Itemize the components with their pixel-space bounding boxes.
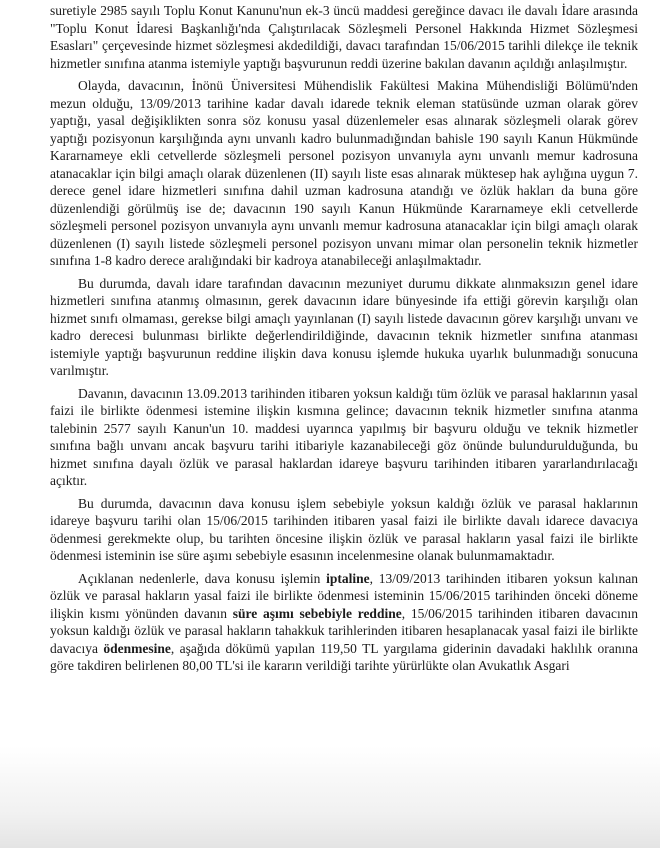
final-text-3: , 15/06/2015 tarihinden itibaren davacının yoksun kaldığı özlük ve parasal hakların tahakkuk tarihlerinden itibaren hesaplanacak yasal faizi ile birlikte davacıya xyxy=(50,605,638,656)
paragraph-final xyxy=(50,570,638,675)
paragraph-5: Bu durumda, davacının dava konusu işlem sebebiyle yoksun kaldığı özlük ve parasal haklarının idareye başvuru tarihi olan 15/06/2015 tarihinden itibaren yasal faizi ile birlikte davalı idarece davacıya ödenmesi gerekmekte olup, bu tarihten öncesine ilişkin özlük ve parasal hakların yasal faizi ile birlikte ödenmesi isteminin ise süre aşımı sebebiyle esasının incelenmesine olanak bulunmamaktadır. xyxy=(50,495,638,563)
final-bold-sure-asimi: süre aşımı sebebiyle reddine xyxy=(232,605,402,621)
paragraph-4: Davanın, davacının 13.09.2013 tarihinden itibaren yoksun kaldığı tüm özlük ve parasal haklarının yasal faizi ile birlikte ödenmesi istemine ilişkin kısmına gelince; davacının teknik hizmetler sınıfına atanma talebinin 2577 sayılı Kanun'un 10. maddesi uyarınca yapılmış bir başvuru olduğu ve teknik hizmetler sınıfına bağlı unvanı ancak başvuru tarihi itibariyle kazanabileceği göz önünde bulundurulduğunda, bu hizmet sınıfına dayalı özlük ve parasal haklardan idareye başvuru tarihinden itibaren yararlandırılacağı açıktır. xyxy=(50,385,638,488)
document-body xyxy=(50,2,638,680)
paragraph-1: suretiyle 2985 sayılı Toplu Konut Kanunu'nun ek-3 üncü maddesi gereğince davacı ile davalı İdare arasında "Toplu Konut İdaresi Başkanlığı'nda Çalıştırılacak Sözleşmeli Personel Hakkında Hizmet Sözleşmesi Esasları" çerçevesinde hizmet sözleşmesi akdedildiği, davacı tarafından 15/06/2015 tarihli dilekçe ile teknik hizmetler sınıfına atanma istemiyle yaptığı başvurunun reddi üzerine bakılan davanın açıldığı anlaşılmıştır. xyxy=(50,3,638,71)
final-bold-odenmesine: ödenmesine xyxy=(103,640,171,656)
final-text-1: Açıklanan nedenlerle, dava konusu işlemin xyxy=(78,570,327,586)
final-text-2: , 13/09/2013 tarihinden itibaren yoksun kalınan özlük ve parasal hakların yasal faizi ile birlikte ödenmesi isteminin 15/06/2015 tarihinden önceki döneme ilişkin kısmı yönünden davanın xyxy=(50,570,638,621)
paragraph-2: Olayda, davacının, İnönü Üniversitesi Mühendislik Fakültesi Makina Mühendisliği Bölümü'nden mezun olduğu, 13/09/2013 tarihine kadar davalı idarede teknik eleman statüsünde uzman olarak görev yaptığı, yasal değişiklikten sonra söz konusu yasal düzenlemeler esas alınarak sözleşmeli olarak görev yaptığı pozisyonun karşılığında aynı unvanlı kadro bulunmadığından bahisle 190 sayılı Kanun Hükmünde Kararnameye ekli cetvellerde sözleşmeli personel pozisyon unvanıyla aynı unvanlı memur kadrosuna atanacaklar için bilgi amaçlı olarak düzenlenen (II) sayılı liste esas alınarak müktesep hak aylığına uygun 7. derece genel idare hizmetleri sınıfına dahil uzman kadrosuna atandığı ve özlük hakları da buna göre düzenlendiği görülmüş ise de; davacının 190 sayılı Kanun Hükmünde Kararnameye ekli cetvellerde sözleşmeli personel pozisyon unvanıyla aynı unvanlı memur kadrosuna atanacaklar için bilgi amaçlı olarak düzenlenen (I) sayılı listede sözleşmeli personel pozisyon unvanı mimar olan personelin teknik hizmetler sınıfına 1-8 kadro derece aralığındaki bir kadroya atanabileceği anlaşılmaktadır. xyxy=(50,78,638,268)
final-text-4: , aşağıda dökümü yapılan 119,50 TL yargılama giderinin davadaki haklılık oranına göre takdiren belirlenen 80,00 TL'si ile kararın verildiği tarihte yürürlükte olan Avukatlık Asgari xyxy=(50,640,639,673)
final-bold-iptaline: iptaline xyxy=(326,570,370,586)
paragraph-3: Bu durumda, davalı idare tarafından davacının mezuniyet durumu dikkate alınmaksızın genel idare hizmetleri sınıfına atanmış olmasının, gerek davacının idare bünyesinde ifa ettiği görevin karşılığı olan hizmet sınıfı olmaması, gerekse bilgi amaçlı yayınlanan (I) sayılı listede davacının görev karşılığı unvanı ve kadro derecesi bulunması birlikte değerlendirildiğinde, davacının teknik hizmetler sınıfına atanması istemiyle yaptığı başvurunun reddine ilişkin dava konusu işlemde hukuka uyarlık bulunmadığı sonucuna varılmıştır. xyxy=(50,275,638,378)
